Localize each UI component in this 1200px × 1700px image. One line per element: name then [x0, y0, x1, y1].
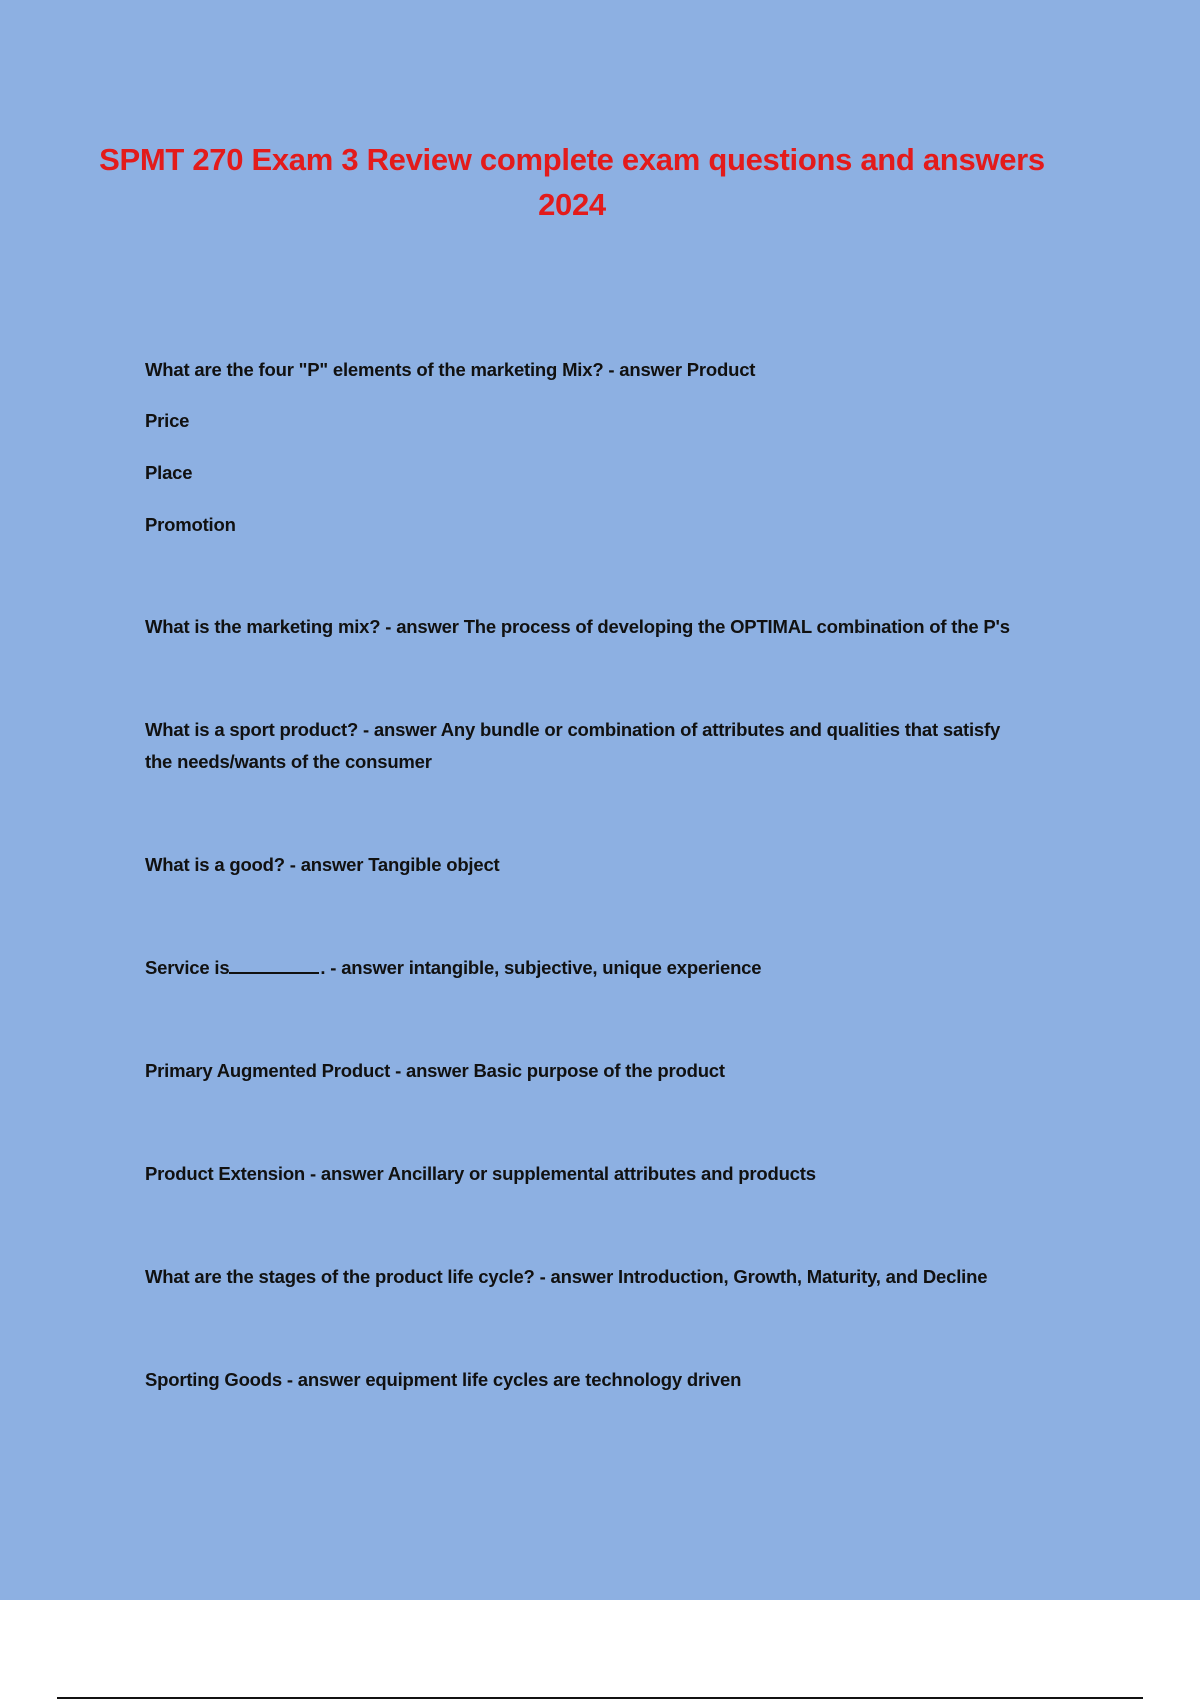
answer-separator: - answer: [281, 1369, 366, 1390]
answer-continuation-line: Price: [145, 410, 190, 431]
question-text: Product Extension: [145, 1163, 306, 1184]
answer-separator: - answer: [534, 1266, 619, 1287]
answer-continuation-line: Place: [145, 462, 193, 483]
answer-text: Any bundle or combination of attributes and qualities that satisfy: [440, 719, 1001, 740]
question-text: Primary Augmented Product: [145, 1060, 391, 1081]
answer-text-continued: the needs/wants of the consumer: [145, 751, 432, 772]
qa-item-1: [145, 354, 1085, 386]
question-text: Service is: [145, 957, 230, 978]
document-title: [70, 137, 1074, 227]
qa-item-9: [145, 1364, 1085, 1396]
answer-separator: - answer: [390, 1060, 474, 1081]
qa-item-2: [145, 611, 1085, 643]
answer-text: intangible, subjective, unique experience: [408, 957, 762, 978]
qa-item-6: [145, 1055, 1085, 1087]
answer-continuation-line: Promotion: [145, 514, 236, 535]
answer-separator: - answer: [603, 359, 687, 380]
answer-text: Introduction, Growth, Maturity, and Decline: [618, 1266, 988, 1287]
answer-separator: - answer: [358, 719, 441, 740]
answer-text: equipment life cycles are technology driven: [365, 1369, 742, 1390]
answer-text: Tangible object: [368, 854, 500, 875]
answer-separator: - answer: [380, 616, 464, 637]
answer-separator: - answer: [305, 1163, 388, 1184]
question-text: What are the four "P" elements of the marketing Mix?: [145, 359, 604, 380]
question-text: What is a sport product?: [145, 719, 359, 740]
answer-text: The process of developing the OPTIMAL combination of the P's: [463, 616, 1010, 637]
title-line-2: 2024: [538, 187, 606, 222]
answer-separator: - answer: [325, 957, 409, 978]
fill-in-blank: [229, 954, 319, 974]
question-text: What is a good?: [145, 854, 285, 875]
question-text: What is the marketing mix?: [145, 616, 381, 637]
qa-item-7: [145, 1158, 1085, 1190]
footer-rule: [57, 1697, 1143, 1699]
question-text: Sporting Goods: [145, 1369, 282, 1390]
qa-item-5: [145, 952, 1085, 984]
answer-text: Basic purpose of the product: [473, 1060, 725, 1081]
qa-item-3: [145, 714, 1085, 778]
qa-item-8: [145, 1261, 1085, 1293]
question-suffix: .: [320, 957, 326, 978]
qa-item-4: [145, 849, 1085, 881]
title-line-1: SPMT 270 Exam 3 Review complete exam questions and answers: [99, 142, 1045, 177]
question-text: What are the stages of the product life cycle?: [145, 1266, 535, 1287]
answer-text: Ancillary or supplemental attributes and products: [387, 1163, 816, 1184]
answer-text: Product: [686, 359, 756, 380]
answer-separator: - answer: [284, 854, 369, 875]
